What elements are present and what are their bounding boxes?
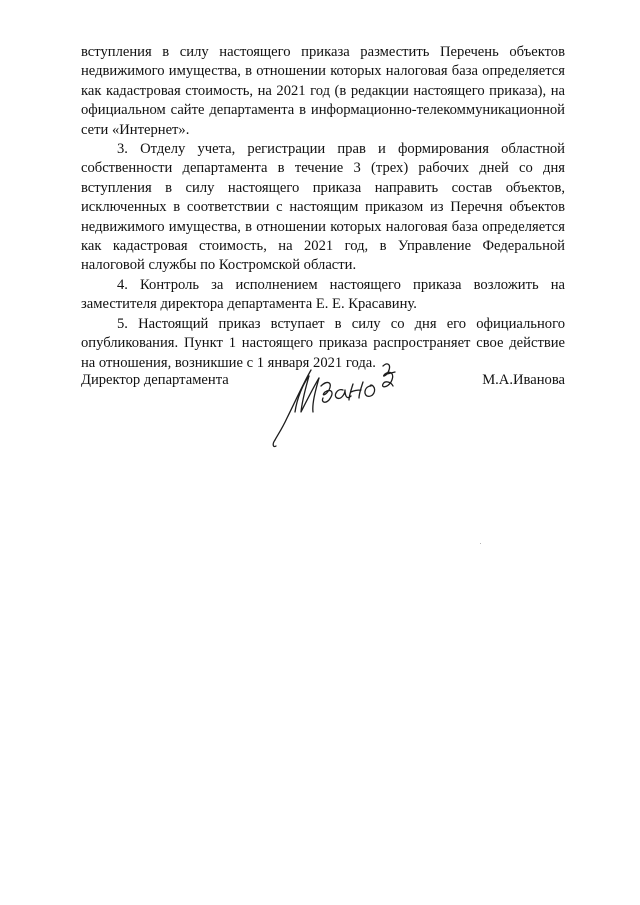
- signatory-name: М.А.Иванова: [482, 372, 565, 388]
- paragraph-item-3: 3. Отделу учета, регистрации прав и формирования областной собственности департамента в течение 3 (трех) рабочих дней со дня вступления в силу настоящего приказа направить состав объектов, исключенных в соответствии с настоящим приказом из Перечня объектов недвижимого имущества, в отношении которых налоговая база определяется как кадастровая стоимость, на 2021 год, в Управление Федеральной налоговой службы по Костромской области.: [81, 141, 565, 274]
- paragraph-continuation: вступления в силу настоящего приказа разместить Перечень объектов недвижимого имущества, в отношении которых налоговая база определяется как кадастровая стоимость, на 2021 год (в редакции настоящего приказа), на официальном сайте департамента в информационно-телекоммуникационной сети «Интернет».: [81, 44, 565, 138]
- signature-block: [81, 372, 565, 462]
- scan-speck: [480, 543, 481, 544]
- signatory-title: Директор департамента: [81, 372, 229, 388]
- paragraph-item-4: 4. Контроль за исполнением настоящего приказа возложить на заместителя директора департамента Е. Е. Красавину.: [81, 276, 565, 313]
- handwritten-signature: [267, 360, 417, 455]
- paragraph-item-5: 5. Настоящий приказ вступает в силу со дня его официального опубликования. Пункт 1 настоящего приказа распространяет свое действие на отношения, возникшие с 1 января 2021 года.: [81, 315, 565, 371]
- document-body: [81, 43, 565, 373]
